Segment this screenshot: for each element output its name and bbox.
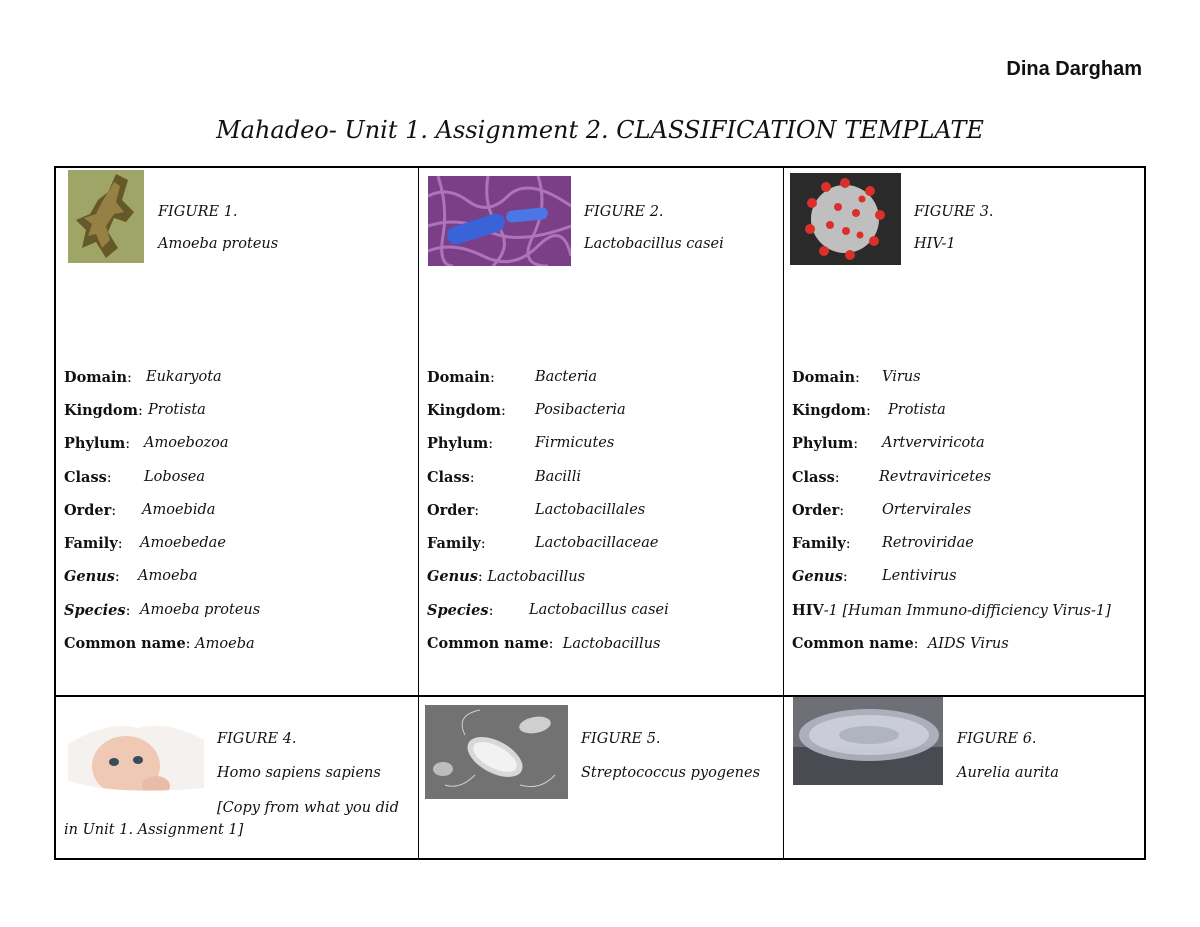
taxonomy-row: Common name: Amoeba <box>64 635 255 652</box>
figure-5-name: Streptococcus pyogenes <box>581 765 761 781</box>
cell-figure-2 <box>419 168 783 695</box>
taxonomy-row: Genus: Amoeba <box>64 568 198 585</box>
taxonomy-row: Family: Lactobacillaceae <box>427 535 659 552</box>
taxonomy-row: Order: Lactobacillales <box>427 502 646 519</box>
figure-6-label: FIGURE 6. <box>957 731 1037 747</box>
taxonomy-row: Domain: Virus <box>792 369 921 386</box>
taxonomy-row: Class: Revtraviricetes <box>792 469 992 486</box>
taxonomy-row: Kingdom: Protista <box>792 402 946 419</box>
taxonomy-row: Phylum: Amoebozoa <box>64 435 229 452</box>
cell-figure-1 <box>56 168 418 695</box>
cell-figure-4 <box>56 697 418 860</box>
taxonomy-row: Common name: Lactobacillus <box>427 635 661 652</box>
taxonomy-row: Domain: Eukaryota <box>64 369 222 386</box>
taxonomy-row: Kingdom: Posibacteria <box>427 402 626 419</box>
figure-4-name: Homo sapiens sapiens <box>217 765 381 781</box>
jellyfish-image <box>793 697 943 785</box>
cell-figure-6 <box>784 697 1146 860</box>
taxonomy-row: Phylum: Firmicutes <box>427 435 615 452</box>
figure-6-name: Aurelia aurita <box>957 765 1059 781</box>
taxonomy-row: Common name: AIDS Virus <box>792 635 1009 652</box>
virus-image <box>790 173 901 265</box>
taxonomy-row: Domain: Bacteria <box>427 369 598 386</box>
classification-table <box>54 166 1146 860</box>
figure-3-name: HIV-1 <box>914 236 956 252</box>
cell-figure-5 <box>419 697 783 860</box>
taxonomy-row: Kingdom: Protista <box>64 402 206 419</box>
taxonomy-row: Species: Lactobacillus casei <box>427 602 669 619</box>
baby-image <box>68 710 204 801</box>
figure-4-label: FIGURE 4. <box>217 731 297 747</box>
taxonomy-row: Genus: Lactobacillus <box>427 568 586 585</box>
figure-2-name: Lactobacillus casei <box>584 236 724 252</box>
figure-1-name: Amoeba proteus <box>158 236 279 252</box>
taxonomy-row: Genus: Lentivirus <box>792 568 957 585</box>
taxonomy-row: Class: Lobosea <box>64 469 206 486</box>
page-title: Mahadeo- Unit 1. Assignment 2. CLASSIFICATION TEMPLATE <box>216 116 984 144</box>
taxonomy-row: Order: Ortervirales <box>792 502 972 519</box>
streptococcus-image <box>425 705 568 799</box>
taxonomy-row: Class: Bacilli <box>427 469 581 486</box>
figure-2-label: FIGURE 2. <box>584 204 664 220</box>
taxonomy-row: Order: Amoebida <box>64 502 216 519</box>
figure-1-label: FIGURE 1. <box>158 204 238 220</box>
amoeba-image <box>68 170 144 263</box>
taxonomy-row: Family: Retroviridae <box>792 535 974 552</box>
author-name: Dina Dargham <box>1006 58 1142 80</box>
taxonomy-row: Family: Amoebedae <box>64 535 226 552</box>
taxonomy-row: Phylum: Artverviricota <box>792 435 985 452</box>
lactobacillus-image <box>428 176 571 266</box>
figure-4-note: [Copy from what you did in Unit 1. Assignment 1] <box>64 800 399 838</box>
cell-figure-3 <box>784 168 1146 695</box>
figure-3-label: FIGURE 3. <box>914 204 994 220</box>
figure-5-label: FIGURE 5. <box>581 731 661 747</box>
taxonomy-row: HIV-1 [Human Immuno-difficiency Virus-1] <box>792 602 1111 619</box>
taxonomy-row: Species: Amoeba proteus <box>64 602 261 619</box>
